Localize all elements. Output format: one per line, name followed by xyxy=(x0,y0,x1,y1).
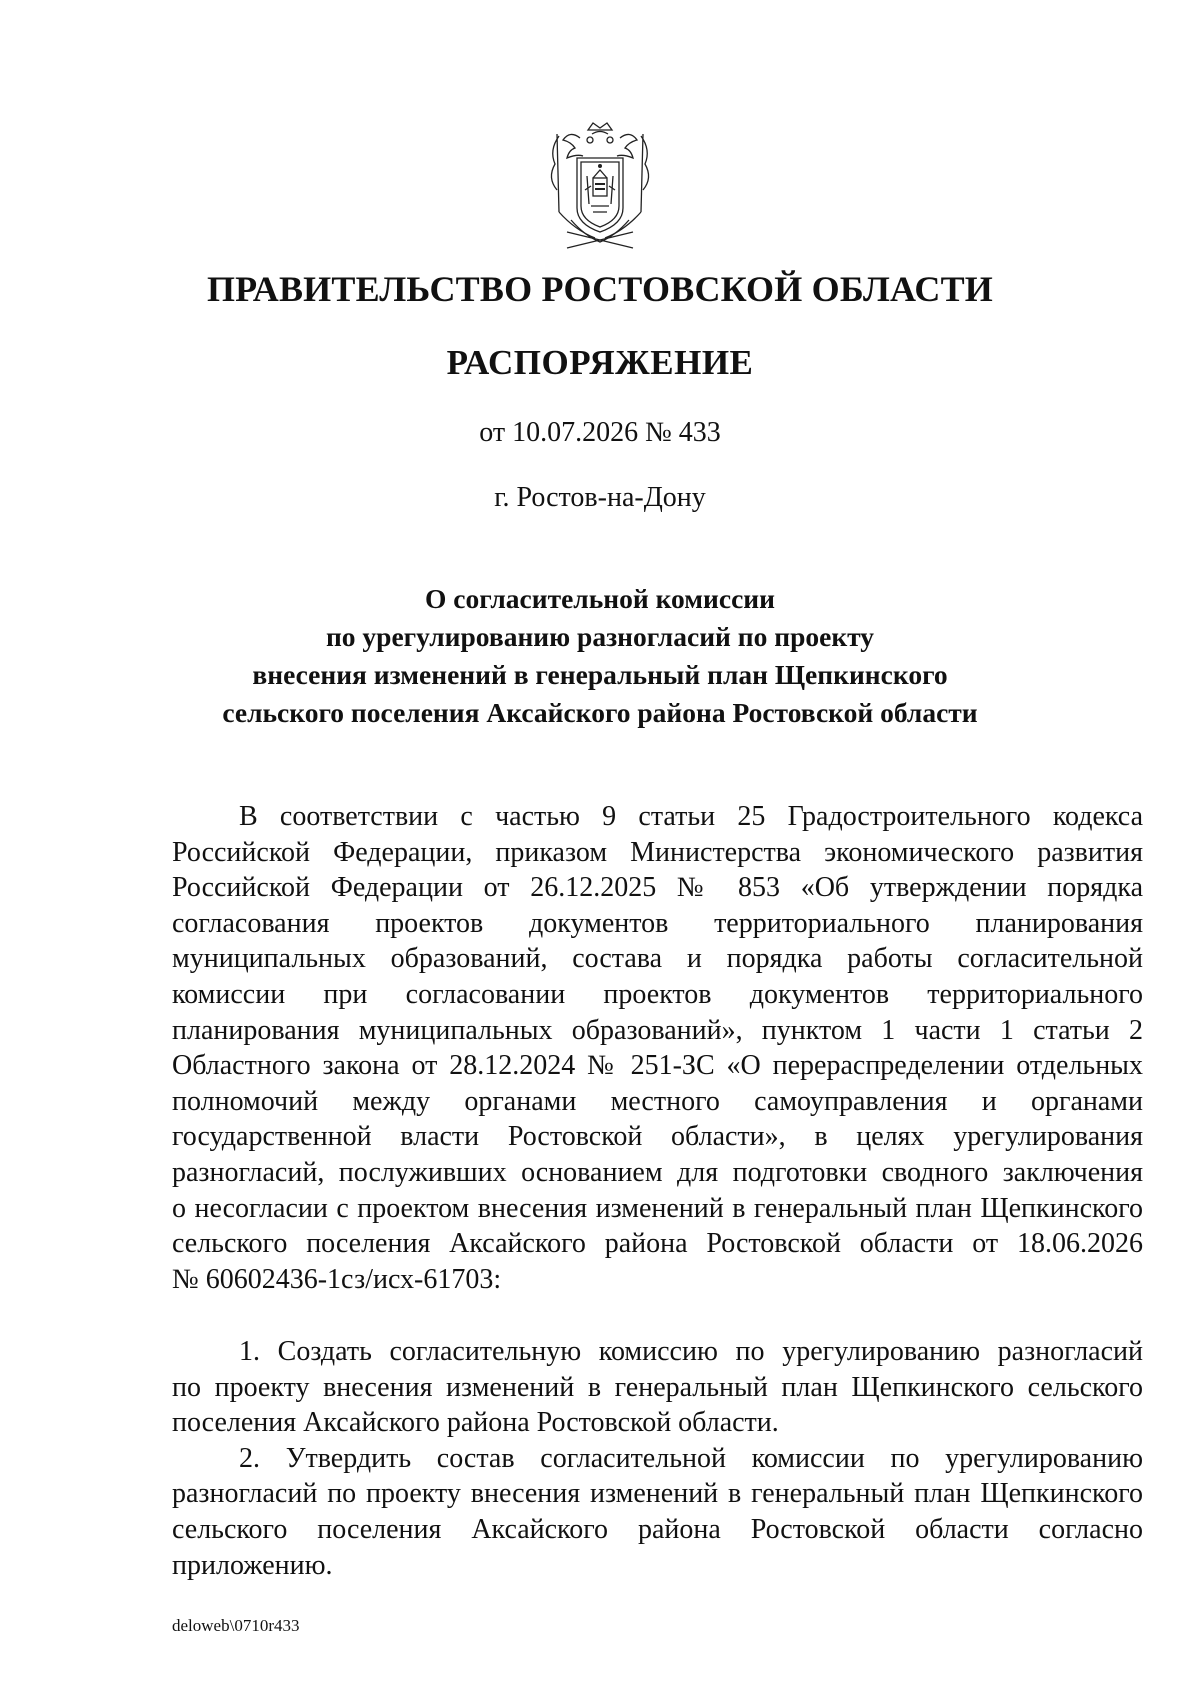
preamble-line: государственной власти Ростовской области», в целях урегулирования xyxy=(172,1121,1143,1153)
preamble-line: Российской Федерации, приказом Министерства экономического развития xyxy=(172,836,1143,868)
subject-line: по урегулированию разногласий по проекту xyxy=(325,621,875,652)
preamble-line: о несогласии с проектом внесения изменений в генеральный план Щепкинского xyxy=(172,1192,1143,1224)
document-place: г. Ростов-на-Дону xyxy=(494,482,706,513)
item-line: 2. Утвердить состав согласительной комиссии по урегулированию xyxy=(239,1442,1143,1474)
preamble-line: разногласий, послуживших основанием для подготовки сводного заключения xyxy=(172,1156,1143,1188)
preamble-line: полномочий между органами местного самоуправления и органами xyxy=(172,1085,1143,1117)
resolution-items xyxy=(172,1334,1143,1583)
preamble-line: комиссии при согласовании проектов документов территориального xyxy=(172,978,1143,1010)
preamble-paragraph xyxy=(172,799,1143,1297)
document-type-title: РАСПОРЯЖЕНИЕ xyxy=(446,343,754,382)
subject-line: внесения изменений в генеральный план Щепкинского xyxy=(252,659,948,690)
preamble-line: № 60602436-1сз/исх-61703: xyxy=(172,1263,502,1295)
item-line: по проекту внесения изменений в генеральный план Щепкинского сельского xyxy=(172,1371,1143,1403)
subject-line: О согласительной комиссии xyxy=(425,583,775,614)
item-line: разногласий по проекту внесения изменений в генеральный план Щепкинского xyxy=(172,1478,1143,1510)
document-date-number: от 10.07.2026 № 433 xyxy=(479,417,721,448)
item-line: 1. Создать согласительную комиссию по урегулированию разногласий xyxy=(239,1336,1143,1367)
coat-of-arms-emblem xyxy=(545,120,655,250)
document-subject xyxy=(150,580,1050,732)
item-line: сельского поселения Аксайского района Ростовской области согласно xyxy=(172,1513,1143,1545)
preamble-line: В соответствии с частью 9 статьи 25 Градостроительного кодекса xyxy=(239,801,1143,832)
item-line: приложению. xyxy=(172,1549,333,1581)
resolution-item-1 xyxy=(172,1334,1143,1441)
preamble-line: Российской Федерации от 26.12.2025 № 853 «Об утверждении порядка xyxy=(172,872,1143,904)
government-title: ПРАВИТЕЛЬСТВО РОСТОВСКОЙ ОБЛАСТИ xyxy=(206,269,994,309)
preamble-line: Областного закона от 28.12.2024 № 251-ЗС «О перераспределении отдельных xyxy=(172,1050,1143,1082)
preamble-line: планирования муниципальных образований», пунктом 1 части 1 статьи 2 xyxy=(172,1014,1143,1046)
coat-of-arms-icon xyxy=(545,120,655,250)
preamble-line: сельского поселения Аксайского района Ростовской области от 18.06.2026 xyxy=(172,1228,1143,1260)
item-line: поселения Аксайского района Ростовской области. xyxy=(172,1407,779,1439)
subject-line: сельского поселения Аксайского района Ростовской области xyxy=(222,697,978,728)
file-code: deloweb\0710r433 xyxy=(172,1616,300,1635)
resolution-item-2 xyxy=(172,1441,1143,1583)
preamble-line: согласования проектов документов территориального планирования xyxy=(172,907,1143,939)
preamble-line: муниципальных образований, состава и порядка работы согласительной xyxy=(172,943,1143,975)
